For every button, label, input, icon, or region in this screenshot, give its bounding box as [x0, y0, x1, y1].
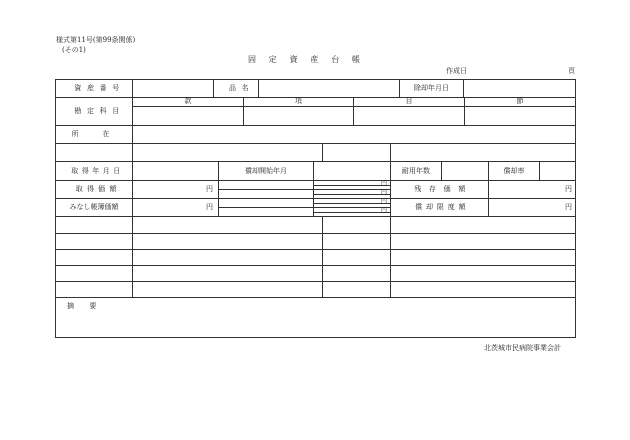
remaining-value-yen: 円 — [565, 185, 572, 193]
remarks-label: 摘要 — [67, 302, 112, 310]
remaining-value-label: 残存価額 — [414, 185, 474, 193]
kou-header: 項 — [295, 97, 302, 105]
asset-number-label: 資産番号 — [74, 84, 125, 92]
yen-mark-4: 円 — [381, 207, 388, 214]
deemed-book-value-yen: 円 — [206, 203, 213, 211]
useful-life-label: 耐用年数 — [402, 166, 430, 175]
location-label: 所在 — [71, 130, 134, 138]
account-category-label: 勘定科目 — [74, 107, 125, 115]
kan-header: 款 — [184, 97, 192, 105]
form-variant: (その1) — [62, 46, 86, 54]
form-number: 様式第11号(第99条関係) — [56, 36, 136, 44]
created-date-label: 作成日 — [446, 67, 467, 75]
acquisition-value-yen: 円 — [206, 185, 213, 193]
organization-name: 北茨城市民病院事業会計 — [484, 344, 561, 352]
depreciation-limit-label: 償却限度額 — [415, 203, 470, 211]
deemed-book-value-label: みなし帳簿価額 — [69, 203, 119, 211]
disposal-date-label: 除却年月日 — [414, 84, 449, 92]
page-title: 固定資産台帳 — [248, 55, 373, 64]
yen-mark-1: 円 — [381, 180, 388, 187]
setsu-header: 節 — [516, 97, 524, 105]
item-name-label: 品名 — [228, 84, 255, 92]
depreciation-rate-label: 償却率 — [503, 166, 525, 175]
moku-header: 目 — [405, 97, 413, 105]
acquisition-value-label: 取得価額 — [75, 185, 121, 193]
page-label: 頁 — [568, 67, 575, 75]
depreciation-limit-yen: 円 — [565, 203, 572, 211]
depreciation-start-label: 償却開始年月 — [245, 166, 287, 175]
acquisition-date-label: 取得年月日 — [71, 166, 124, 175]
yen-mark-3: 円 — [381, 198, 388, 205]
yen-mark-2: 円 — [381, 189, 388, 196]
